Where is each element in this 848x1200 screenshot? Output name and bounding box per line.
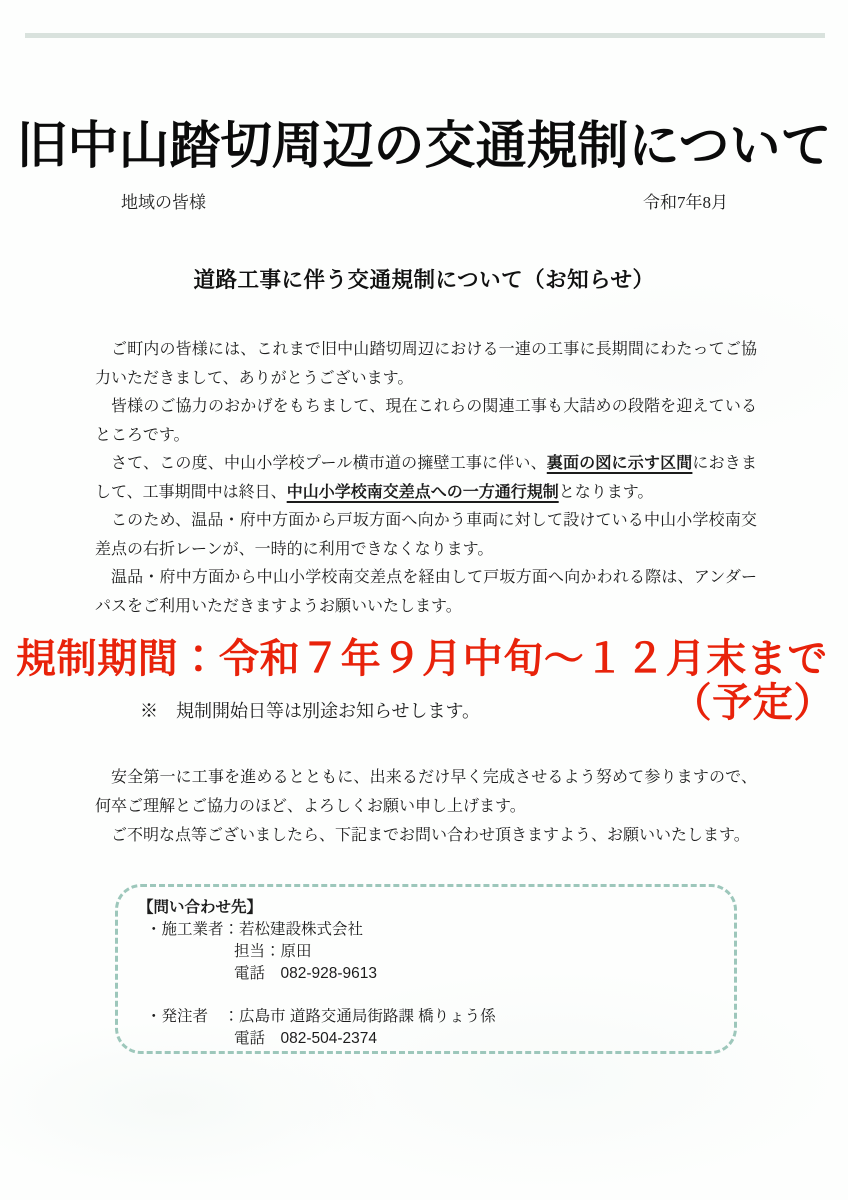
closing-paragraph-2: ご不明な点等ございましたら、下記までお問い合わせ頂きますよう、お願いいたします。 [111, 827, 750, 844]
body-paragraph-3-text: におきまして、工事期間中は終日、 [95, 455, 757, 501]
regulation-period-suffix: （予定） [671, 681, 834, 725]
contractor-label: ・施工業者： [146, 921, 240, 938]
body-paragraph-1: ご町内の皆様には、これまで旧中山踏切周辺における一連の工事に長期間にわたってご協力いただきまして、ありがとうございます。 [95, 341, 757, 387]
client-name: 広島市 道路交通局街路課 橋りょう係 [239, 1008, 496, 1025]
top-divider-rule [25, 33, 825, 38]
contractor-name: 若松建設株式会社 [239, 921, 364, 938]
body-paragraph-3 [95, 450, 757, 507]
client-phone: 電話 082-504-2374 [234, 1030, 378, 1047]
issue-date: 令和7年8月 [643, 193, 728, 212]
contact-spacer [118, 985, 734, 1006]
regulation-start-note: ※ 規制開始日等は別途お知らせします。 [140, 701, 481, 721]
client-label: ・発注者 ： [146, 1008, 240, 1025]
body-text-block [95, 336, 757, 621]
body-paragraph-4: このため、温品・府中方面から戸坂方面へ向かう車両に対して設けている中山小学校南交差点の右折レーンが、一時的に利用できなくなります。 [95, 512, 757, 558]
emphasis-one-way-regulation: 中山小学校南交差点への一方通行規制 [286, 483, 559, 501]
contractor-phone: 電話 082-928-9613 [234, 965, 378, 982]
contact-heading: 【問い合わせ先】 [138, 899, 263, 916]
client-row [118, 1006, 734, 1028]
body-paragraph-2: 皆様のご協力のおかげをもちまして、現在これらの関連工事も大詰めの段階を迎えているところです。 [95, 398, 757, 444]
contact-box [115, 884, 737, 1054]
notice-heading: 道路工事に伴う交通規制について（お知らせ） [193, 268, 655, 292]
contractor-person: 担当：原田 [234, 943, 312, 960]
closing-text-block [95, 763, 757, 850]
body-paragraph-5: 温品・府中方面から中山小学校南交差点を経由して戸坂方面へ向かわれる際は、アンダーパスをご利用いただきますようお願いいたします。 [95, 569, 757, 615]
page-title: 旧中山踏切周辺の交通規制について [16, 117, 832, 174]
closing-paragraph-1: 安全第一に工事を進めるとともに、出来るだけ早く完成させるよう努めて参りますので、何卒ご理解とご協力のほど、よろしくお願い申し上げます。 [95, 769, 757, 815]
regulation-period-headline: 規制期間：令和７年９月中旬～１２月末まで [16, 637, 828, 681]
body-paragraph-3-text: さて、この度、中山小学校プール横市道の擁壁工事に伴い、 [111, 455, 547, 472]
salutation: 地域の皆様 [121, 193, 206, 212]
contractor-row [118, 919, 734, 941]
emphasis-section-range: 裏面の図に示す区間 [546, 455, 693, 472]
body-paragraph-3-text: となります。 [558, 483, 654, 501]
